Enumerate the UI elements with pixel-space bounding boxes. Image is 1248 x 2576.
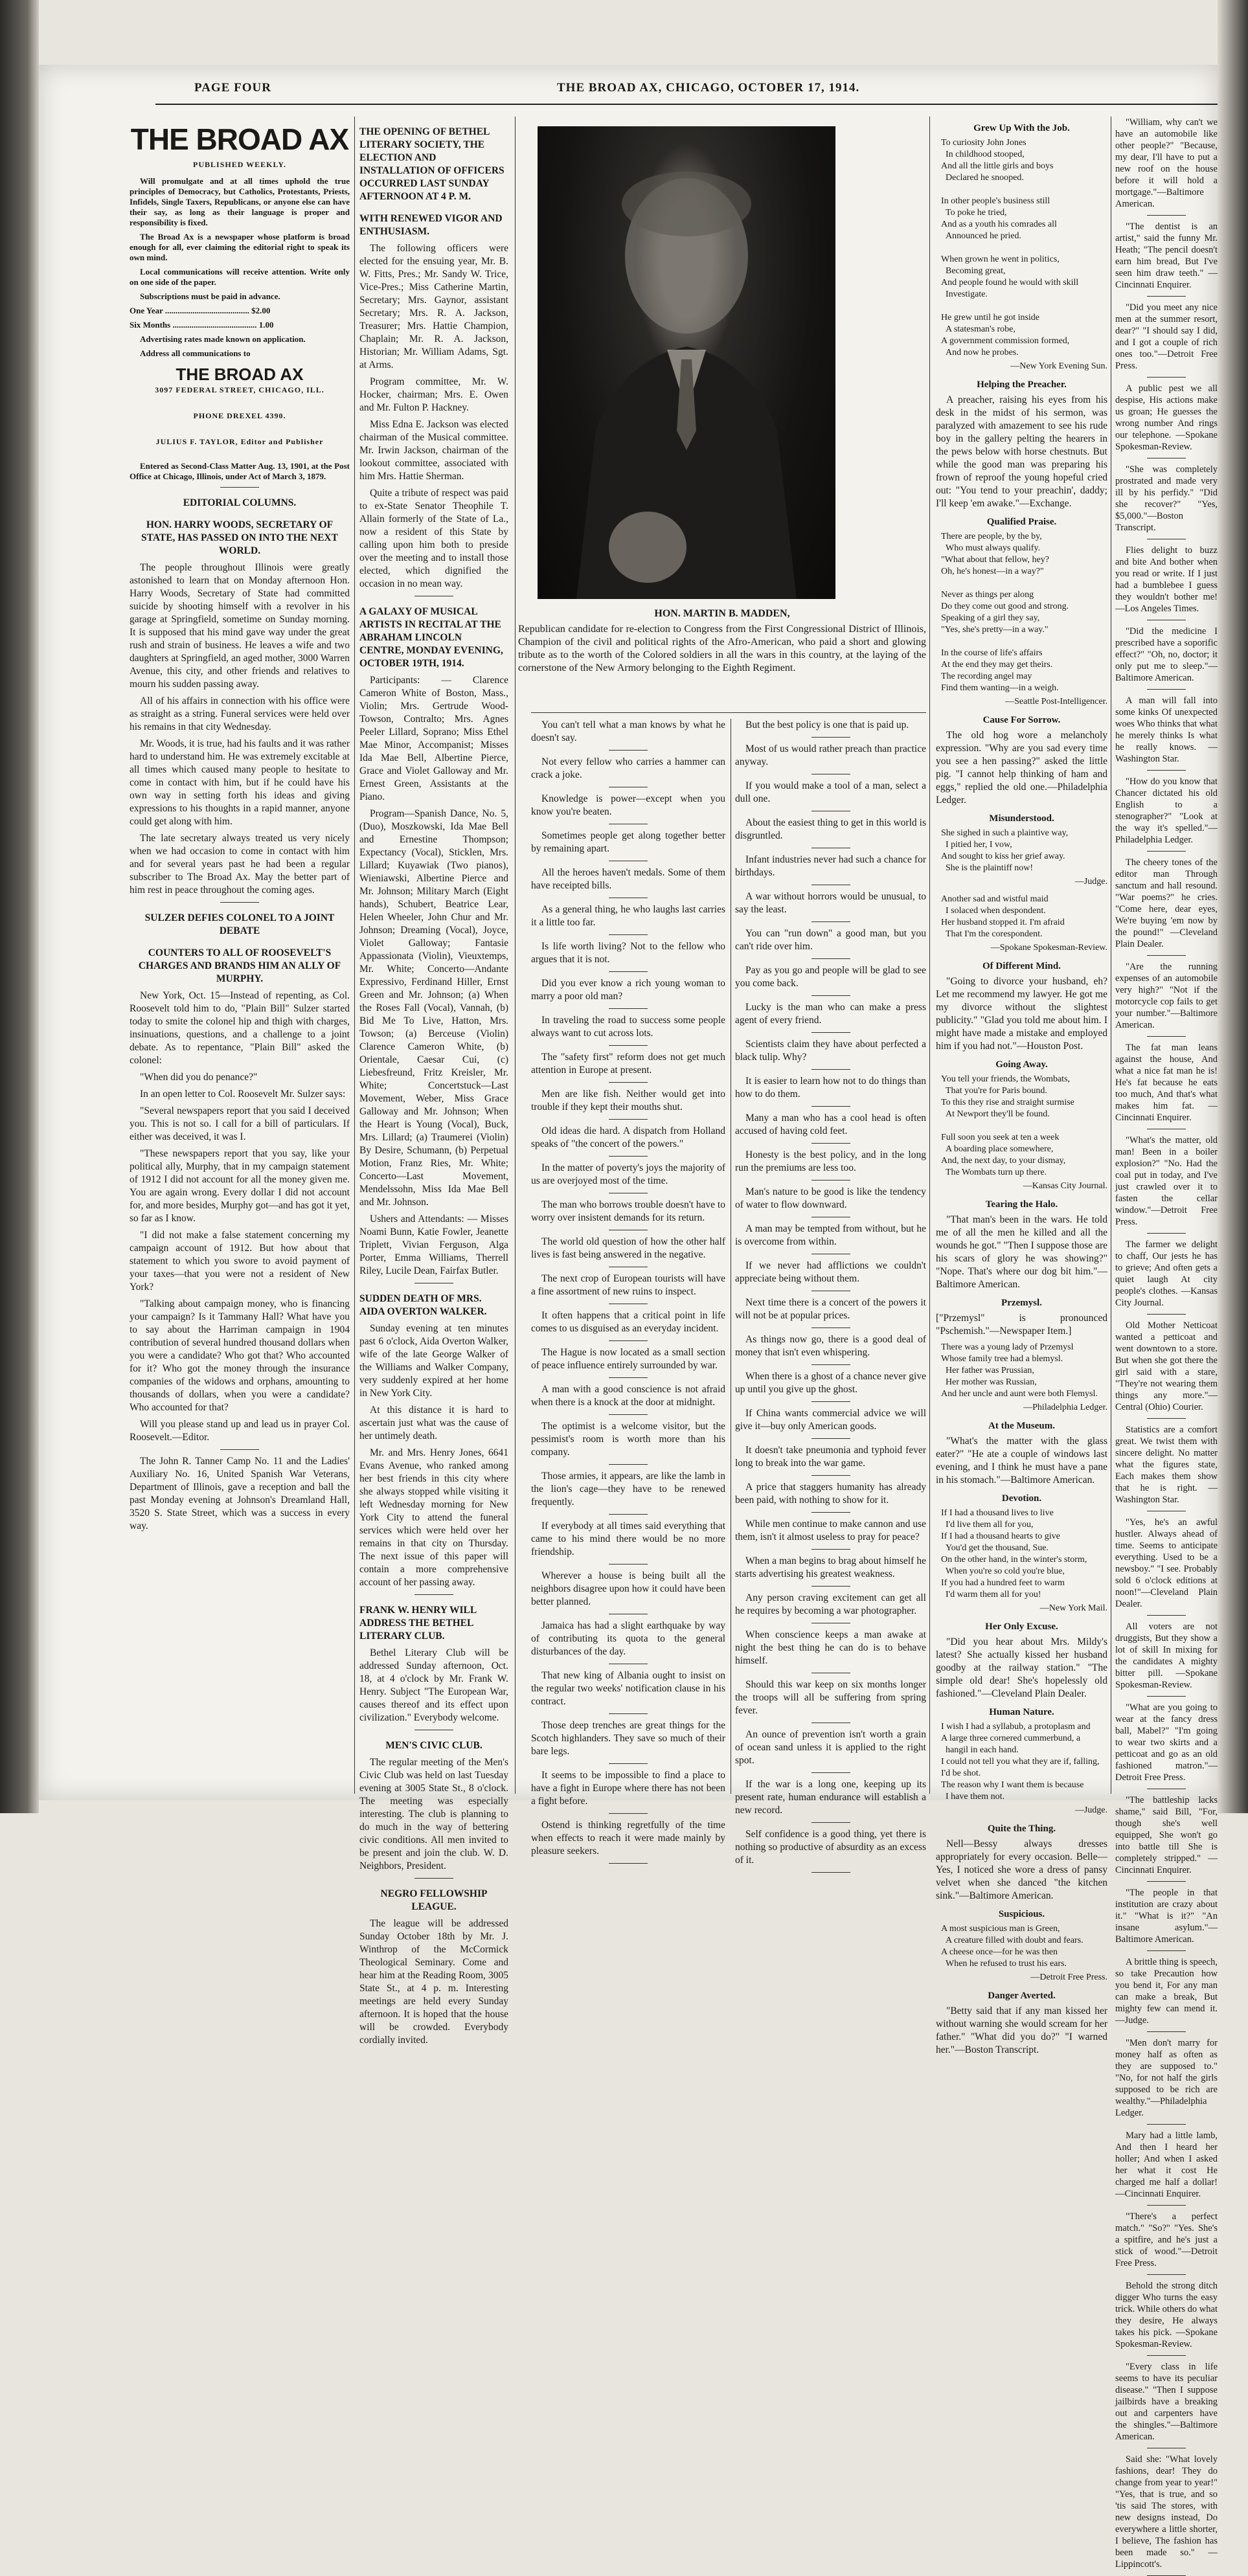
paragraph-item: Most of us would rather preach than practice anyway. <box>735 743 926 767</box>
paragraph-item: "Every class in life seems to have its peculiar disease." "Then I suppose jailbirds have a breaking out and carpenters have the shingles."—Baltimore American. <box>1115 2362 1218 2442</box>
paragraph-item: Scientists claim they have about perfected a black tulip. Why? <box>735 1039 926 1063</box>
page-edge-shadow <box>1218 0 1248 1813</box>
paragraph-item: A public pest we all despise, His actions make us groan; He guesses the wrong number And rings our telephone. —Spokane Spokesman-Review. <box>1115 383 1218 452</box>
separator <box>1147 1418 1186 1419</box>
paragraph-item: Is life worth living? Not to the fellow who argues that it is not. <box>531 941 725 965</box>
paragraph-item: Sometimes people get along together better by remaining apart. <box>531 830 725 854</box>
separator <box>811 958 850 959</box>
separator <box>1147 2274 1186 2275</box>
header-rule <box>155 104 1218 105</box>
paragraph-item: Knowledge is power—except when you know you're beaten. <box>531 793 725 817</box>
separator <box>811 1069 850 1070</box>
paragraph-item: "Yes, he's an awful hustler. Always ahead of time. Seems to anticipate everything. Used to be a newsboy." "I see. Probably sold 6 o'clock editions at noon!"—Cleveland Plain Dealer. <box>1115 1517 1218 1609</box>
museum-head: At the Museum. <box>988 1421 1055 1431</box>
paragraph-item: "What are you going to wear at the fancy dress ball, Mabel?" "I'm going to wear two skirts and a petticoat and go as an old fashioned matron."—Detroit Free Press. <box>1115 1702 1218 1783</box>
separator <box>1147 2205 1186 2206</box>
misunderstood-head: Misunderstood. <box>989 813 1054 824</box>
newspaper-page <box>39 65 1218 2570</box>
bethel-paragraph: The following officers were elected for the ensuing year, Mr. B. W. Fitts, Pres.; Mr. Sandy W. Trice, Vice-Pres.; Miss Catherine Martin, Secretary; Mrs. Gaynor, assistant Secretary; Mrs. R. A. Jackson, Treasurer; Mrs. Hattie Champion, Chaplain; Mr. R. A. Jackson, Historian; Mr. William Adams, Sgt. at Arms. <box>359 243 508 370</box>
paragraph-item: Statistics are a comfort great. We twist them with sincere delight. No matter what the figures state, Each makes them show that he is right. —Washington Star. <box>1115 1425 1218 1505</box>
separator <box>220 1449 259 1450</box>
paragraph-item: Many a man who has a cool head is often accused of having cold feet. <box>735 1113 926 1136</box>
separator <box>811 1180 850 1181</box>
separator <box>1147 377 1186 378</box>
separator <box>609 1045 648 1046</box>
paragraph-item: When there is a ghost of a chance never give up until you give up the ghost. <box>735 1371 926 1395</box>
paragraph-item: The world old question of how the other half lives is fast being answered in the negative. <box>531 1236 725 1260</box>
paragraph-item: "Men don't marry for money half as often as they are supposed to." "No, for not half the girls supposed to be rich are wealthy."—Philadelphia Ledger. <box>1115 2038 1218 2118</box>
separator <box>811 1475 850 1476</box>
separator <box>811 1106 850 1107</box>
separator <box>1147 2031 1186 2032</box>
paragraph-item: The fat man leans against the house, And what a nice fat man he is! He's fat because he eats too much, And that's what makes him fat. —Cincinnati Enquirer. <box>1115 1043 1218 1123</box>
grew-up-poem: To curiosity John Jones In childhood stooped, And all the little girls and boys Declared he snooped. In other people's business still To poke he tried, And as a youth his comrades all Announced he pried. When grown he went in politics, Becoming great, And people found he would with skill Investigate. He grew until he got inside A statesman's robe, A government commission formed, And now he probes. <box>941 138 1079 357</box>
galaxy-paragraph: Participants: — Clarence Cameron White of Boston, Mass., Violin; Mrs. Gertrude Wood-Towson, Contralto; Mrs. Agnes Peeler Lillard, Soprano; Miss Ethel Mae Minor, Accompanist; Misses Ida Mae Bell, Albertine Pierce, Grace and Violet Galloway and Mr. Ernest Green, Assistants at the Piano. <box>359 675 508 802</box>
paragraph-item: "William, why can't we have an automobile like other people?" "Because, my dear, I'll have to put a new roof on the house before it will hold a mortgage."—Baltimore American. <box>1115 117 1218 209</box>
przemysl-head: Przemysl. <box>1001 1298 1042 1308</box>
paragraph-item: But the best policy is one that is paid up. <box>745 719 909 730</box>
paragraph-item: As things now go, there is a good deal of money that isn't even whispering. <box>735 1334 926 1358</box>
separator <box>1147 1696 1186 1697</box>
paragraph-item: A man will fall into some kinks Of unexpected woes Who thinks that what he merely thinks Is what he really knows. —Washington Star. <box>1115 695 1218 764</box>
przemysl-intro: ["Przemysl" is pronounced "Pschemish."—Newspaper Item.] <box>936 1313 1107 1337</box>
woods-paragraph: Mr. Woods, it is true, had his faults and it was rather hard to understand him. He was extremely excitable at all times which caused many people to hesitate to come in contact with him, but if he could have his own way in setting forth his ideas and giving expressions to his thoughts in a rapid manner, anyone could get along with him. <box>130 738 350 827</box>
sulzer-paragraph: New York, Oct. 15—Instead of repenting, as Col. Roosevelt told him to do, "Plain Bill" Sulzer started today to smite the colonel hip and thigh with charges, insinuations, questions, and a challenge to a joint debate. As to repentance, "Plain Bill" asked the colonel: <box>130 990 350 1066</box>
paper-nameplate: THE BROAD AX <box>130 122 349 156</box>
misunderstood-credit: —Judge. <box>1074 877 1107 887</box>
galaxy-paragraph: Program—Spanish Dance, No. 5, (Duo), Moszkowski, Ida Mae Bell and Ernestine Thompson; Expectancy (Vocal), Sticklen, Mrs. Lillard; Kuyawiak (Two pianos), Wieniawski, Albertine Pierce and Mr. Johnson; Military March (Eight hands), Schubert, Beatrice Lear, Helen Wheeler, John Chur and Mr. Johnson; Dreaming (Vocal), Joyce, Violet Galloway; Fantasie Appassionata (Violin), Vieuxtemps, Mr. White; Concerto—Andante Expressivo, Ferdinand Hiller, Ernst Green and Mr. Johnson; (a) When the Roses Fall (Vocal), Vannah, (b) Bid Me To Live, Hatton, Mrs. Towson; (a) Berceuse (Violin) Clarence Cameron White, (b) Orientale, Caesar Cui, (c) Liebesfreund, Fritz Kreisler, Mr. White; Concertstuck—Last Movement, Weber, Miss Grace Galloway and Mr. Johnson; When the Heart is Young (Vocal), Buck, Mrs. Lillard; (a) Traumerei (Violin) By Desire, Schumann, (b) Perpetual Motion, Franz Ries, Mr. White; Concerto—Last Movement, Mendelssohn, Miss Ida Mae Bell and Mr. Johnson. <box>359 808 508 1208</box>
separator <box>811 1872 850 1873</box>
paragraph-item: Infant industries never had such a chance for birthdays. <box>735 854 926 878</box>
paragraph-item: Men are like fish. Neither would get into trouble if they kept their mouths shut. <box>531 1089 725 1113</box>
column-3 <box>531 719 725 1857</box>
museum-text: "What's the matter with the glass eater?" "He ate a couple of windows last evening, and I think he must have a pane in his stomach."—Baltimore American. <box>936 1436 1107 1486</box>
local-communications: Local communications will receive attention. Write only on one side of the paper. <box>130 267 350 287</box>
paragraph-item: It seems to be impossible to find a place to have a fight in Europe where there has not been a fight before. <box>531 1770 725 1807</box>
paragraph-item: While men continue to make cannon and use them, isn't it almost useless to pray for peace? <box>735 1519 926 1542</box>
devotion-poem: If I had a thousand lives to live I'd live them all for you, If I had a thousand hearts to give You'd get the thousand, Sue. On the other hand, in the winter's storm, When you're so cold you're blue, If you had a hundred feet to warm I'd warm them all for you! <box>941 1508 1087 1599</box>
paragraph-item: "Did the medicine I prescribed have a soporific effect?" "Oh, no, doctor; it only put me to sleep."—Baltimore American. <box>1115 626 1218 683</box>
sulzer-paragraph: "Several newspapers report that you said I deceived you. This is not so. I call for a bill of particulars. If either was deceived, it was I. <box>130 1105 350 1142</box>
separator <box>1147 770 1186 771</box>
grew-up-head: Grew Up With the Job. <box>973 123 1070 133</box>
paragraph-item: A war without horrors would be unusual, to say the least. <box>735 891 926 915</box>
paragraph-item: In traveling the road to success some people always want to cut across lots. <box>531 1015 725 1039</box>
paragraph-item: A man may be tempted from without, but he is overcome from within. <box>735 1223 926 1247</box>
paragraph-item: The man who borrows trouble doesn't have to worry over insistent demands for its return. <box>531 1199 725 1223</box>
tanner-camp-notice: The John R. Tanner Camp No. 11 and the Ladies' Auxiliary No. 16, United Spanish War Veterans, Department of Illinois, gave a reception and ball the past Monday evening at Johnson's Dreamland Hall, 3520 S. State Street, which was a success in every way. <box>130 1456 350 1531</box>
mens-civic-paragraph: The regular meeting of the Men's Civic Club was held on last Tuesday evening at 3005 State St., 8 o'clock. The meeting was especially interesting. The club is planning to do much in the way of bettering civic conditions. All men invited to be present and join the club. W. D. Neighbors, President. <box>359 1757 508 1871</box>
running-header <box>39 81 1218 100</box>
human-nature-poem: I wish I had a syllabub, a protoplasm and A large three cornered cummerbund, a hangil in each hand. I could not tell you what they are if, falling, I'd be shot. The reason why I want them is because I have them not. <box>941 1722 1100 1802</box>
paragraph-item: If we never had afflictions we couldn't appreciate being without them. <box>735 1260 926 1284</box>
paragraph-item: Old ideas die hard. A dispatch from Holland speaks of "the concert of the powers." <box>531 1125 725 1149</box>
advertising-rates: Advertising rates made known on application. <box>140 334 306 344</box>
paragraph-item: When a man begins to brag about himself he starts advertising his greatest weakness. <box>735 1555 926 1579</box>
paragraph-item: Said she: "What lovely fashions, dear! They do change from year to year!" "Yes, that is true, and so 'tis said The stores, with new designs instead, Do everywhere a little shorter, I believe, The fashion has been made so." —Lippincott's. <box>1115 2454 1218 2570</box>
woods-headline: HON. HARRY WOODS, SECRETARY OF STATE, HAS PASSED ON INTO THE NEXT WORLD. <box>141 519 338 556</box>
separator <box>1147 1314 1186 1315</box>
separator <box>1147 215 1186 216</box>
galaxy-paragraph: Ushers and Attendants: — Misses Noami Bunn, Katie Fowler, Jeanette Triplett, Vivian Ferguson, Alga Porter, Emma Williams, Therrell Riley, Lucile Dean, Fairfax Butler. <box>359 1214 508 1276</box>
sulzer-subhead: COUNTERS TO ALL OF ROOSEVELT'S CHARGES AND BRANDS HIM AN ALLY OF MURPHY. <box>138 947 341 984</box>
separator <box>609 1082 648 1083</box>
przemysl-credit: —Philadelphia Ledger. <box>1023 1403 1107 1412</box>
separator <box>609 1119 648 1120</box>
separator <box>811 1143 850 1144</box>
paragraph-item: A man with a good conscience is not afraid when there is a knock at the door at midnight. <box>531 1384 725 1408</box>
danger-text: "Betty said that if any man kissed her without warning she would scream for her father." "What did you do?" "I warned her."—Boston Transcript. <box>936 2005 1107 2055</box>
caption-text: Republican candidate for re-election to Congress from the First Congressional District of Illinois, Champion of the civil and political rights of the Afro-American, who paid a short and glowing tribute as to the worth of the Colored soldiers in all the wars in this country, at the laying of the cornerstone of the New Armory belonging to the Eighth Regiment. <box>518 624 926 673</box>
paragraph-item: All voters are not druggists, But they show a lot of skill In mixing for the candidates A mighty bitter pill. —Spokane Spokesman-Review. <box>1115 1621 1218 1690</box>
separator <box>609 1377 648 1378</box>
suspicious-head: Suspicious. <box>998 1909 1045 1919</box>
paragraph-item: Honesty is the best policy, and in the long run the premiums are less too. <box>735 1149 926 1173</box>
paragraph-item: An ounce of prevention isn't worth a grain of ocean sand unless it is applied to the right spot. <box>735 1729 926 1766</box>
misunderstood-poem-2: Another sad and wistful maid I solaced when despondent. Her husband stopped it. I'm afraid That I'm the corespondent. <box>941 894 1065 939</box>
paragraph-item: If China wants commercial advice we will give it—buy only American goods. <box>735 1408 926 1432</box>
paragraph-item: Mary had a little lamb, And then I heard her holler; And when I asked her what it cost He charged me half a dollar! —Cincinnati Enquirer. <box>1115 2130 1218 2199</box>
caption-rule <box>531 712 926 713</box>
paragraph-item: Wherever a house is being built all the neighbors disagree upon how it could have been better planned. <box>531 1570 725 1607</box>
paragraph-item: "What's the matter, old man! Been in a boiler explosion?" "No. Had the coal put in today, and I've just crawled over it to fasten the cellar window."—Detroit Free Press. <box>1115 1135 1218 1227</box>
negro-fellowship-paragraph: The league will be addressed Sunday October 18th by Mr. J. Winthrop of the McCormick Theological Seminary. Come and hear him at the Reading Room, 3005 State St., at 4 p. m. Interesting meetings are held every Sunday afternoon. It is hoped that the house will be crowded. Everybody cordially invited. <box>359 1918 508 2046</box>
bethel-headline: THE OPENING OF BETHEL LITERARY SOCIETY, THE ELECTION AND INSTALLATION OF OFFICERS OCCURRED LAST SUNDAY AFTERNOON AT 4 P. M. <box>359 126 505 202</box>
quite-thing-head: Quite the Thing. <box>987 1824 1056 1834</box>
separator <box>1147 851 1186 852</box>
galaxy-headline: A GALAXY OF MUSICAL ARTISTS IN RECITAL AT THE ABRAHAM LINCOLN CENTRE, MONDAY EVENING, OCTOBER 19TH, 1914. <box>359 606 503 669</box>
paper-name-secondary: THE BROAD AX <box>176 365 304 384</box>
separator <box>609 1713 648 1714</box>
paragraph-item: Self confidence is a good thing, yet there is nothing so productive of absurdity as an excess of it. <box>735 1829 926 1866</box>
paragraph-item: Man's nature to be good is like the tendency of water to flow downward. <box>735 1186 926 1210</box>
separator <box>609 1464 648 1465</box>
paragraph-item: It doesn't take pneumonia and typhoid fever long to break into the war game. <box>735 1445 926 1469</box>
preacher-text: A preacher, raising his eyes from his desk in the midst of his sermon, was paralyzed with amazement to see his rude boy in the gallery pelting the hearers in the pews below with horse chestnuts. But while the good man was preparing his frown of reproof the young hopeful cried out: "You tend to your preachin', daddy; I'll keep 'em awake."—Exchange. <box>936 394 1107 509</box>
separator <box>811 1032 850 1033</box>
paragraph-item: Pay as you go and people will be glad to see you come back. <box>735 965 926 989</box>
przemysl-poem: There was a young lady of Przemysl Whose family tree had a blemysl. Her father was Prussian, Her mother was Russian, And her uncle and aunt were both Flemysl. <box>941 1342 1098 1399</box>
paragraph-item: "She was completely prostrated and made very ill by his perfidy." "Did she recover?" "Yes, $5,000."—Boston Transcript. <box>1115 464 1218 533</box>
separator <box>609 1340 648 1341</box>
devotion-head: Devotion. <box>1001 1493 1042 1504</box>
separator <box>811 1549 850 1550</box>
paragraph-item: "The dentist is an artist," said the funny Mr. Heath; "The pencil doesn't earn him bread, But I've seen him draw teeth." —Cincinnati Enquirer. <box>1115 221 1218 290</box>
walker-paragraph: At this distance it is hard to ascertain just what was the cause of her untimely death. <box>359 1405 508 1441</box>
separator <box>1147 1615 1186 1616</box>
column-6 <box>1115 117 1218 2570</box>
woods-paragraph: All of his affairs in connection with his office were as straight as a string. Funeral services were held over his remains in that city Wednesday. <box>130 695 350 732</box>
qualified-head: Qualified Praise. <box>986 517 1057 527</box>
going-away-head: Going Away. <box>995 1059 1048 1070</box>
separator <box>811 1586 850 1587</box>
subscriptions-note: Subscriptions must be paid in advance. <box>140 291 280 301</box>
separator <box>1147 1036 1186 1037</box>
portrait-caption <box>518 607 926 675</box>
walker-paragraph: Sunday evening at ten minutes past 6 o'clock, Aida Overton Walker, wife of the late George Walker of the Williams and Walker Company, very suddenly expired at her home in New York City. <box>359 1323 508 1399</box>
separator <box>811 1364 850 1365</box>
paragraph-item: Behold the strong ditch digger Who turns the easy trick. While others do what they desire, He always takes his pick. —Spokane Spokesman-Review. <box>1115 2281 1218 2349</box>
paragraph-item: All the heroes haven't medals. Some of them have receipted bills. <box>531 867 725 891</box>
sulzer-paragraph: "These newspapers report that you say, like your political ally, Murphy, that in my campaign statement of 1912 I did not account for all the money given me. You are again wrong. Every dollar I did not account for, and more besides, Murphy got—and has got it yet, so far as I know. <box>130 1148 350 1224</box>
separator <box>609 934 648 935</box>
platform-statement: Will promulgate and at all times uphold the true principles of Democracy, but Catholics, Protestants, Priests, Infidels, Single Taxers, Republicans, or anyone else can have their say, as long as their language is proper and responsibility is fixed. <box>130 176 350 227</box>
danger-head: Danger Averted. <box>988 1991 1056 2001</box>
portrait-illustration <box>538 126 835 599</box>
paragraph-item: "Did you meet any nice men at the summer resort, dear?" "I should say I did, and I got a couple of rich ones too."—Detroit Free Press. <box>1115 302 1218 371</box>
platform-note: The Broad Ax is a newspaper whose platform is broad enough for all, ever claiming the editorial right to speak its own mind. <box>130 232 350 262</box>
paragraph-item: If the war is a long one, keeping up its present rate, human endurance will establish a new record. <box>735 1779 926 1816</box>
one-year-rate: One Year ........................................ $2.00 <box>130 306 271 315</box>
separator <box>609 750 648 751</box>
bethel-paragraph: Quite a tribute of respect was paid to ex-State Senator Theophile T. Allain formerly of the State of La., now a resident of this State by calling upon him both to preside over the meeting and to install those elected, which dignified the occasion in no mean way. <box>359 488 508 589</box>
halo-text: "That man's been in the wars. He told me of all the men he killed and all the wounds he got." "Then I suppose those are his scars of glory he was showing?" "Nope. That's where our dog bit him."—Baltimore American. <box>936 1214 1107 1290</box>
qualified-poem: There are people, by the by, Who must always qualify. "What about that fellow, hey? Oh, he's honest—in a way?" Never as things per along Do they come out good and strong. Speaking of a girl they say, "Yes, she's pretty—in a way." In the course of life's affairs At the end they may get theirs. The recording angel may Find them wanting—in a weigh. <box>941 532 1069 693</box>
sulzer-paragraph: "Talking about campaign money, who is financing your campaign? Is it Tammany Hall? What have you to say about the Harriman campaign in 1904 contribution of several hundred thousand dollars when you were a candidate? Who got that? Who accounted for it? Who got the money through the insurance companies of the widows and orphans, amounting to thousands of dollars, when you were a candidate? Who accounted for that? <box>130 1298 350 1413</box>
going-away-poem: You tell your friends, the Wombats, That you're for Paris bound. To this they rise and straight surmise At Newport they'll be found. Full soon you seek at ten a week A boarding place somewhere, And, the next day, to your dismay, The Wombats turn up there. <box>941 1074 1074 1177</box>
separator <box>609 1414 648 1415</box>
paragraph-item: Jamaica has had a slight earthquake by way of contributing its quota to the general disturbances of the day. <box>531 1620 725 1657</box>
phone-number: PHONE DREXEL 4390. <box>193 411 286 420</box>
misunderstood-credit-2: —Spokane Spokesman-Review. <box>990 943 1107 953</box>
separator <box>811 1512 850 1513</box>
paragraph-item: Ostend is thinking regretfully of the time when effects to reach it were made mainly by pleasure seekers. <box>531 1820 725 1857</box>
separator <box>1147 296 1186 297</box>
misunderstood-poem: She sighed in such a plaintive way, I pitied her, I vow, And sought to kiss her grief away. She is the plaintiff now! <box>941 828 1069 873</box>
office-address: 3097 FEDERAL STREET, CHICAGO, ILL. <box>155 385 324 394</box>
negro-fellowship-headline: NEGRO FELLOWSHIP LEAGUE. <box>380 1888 488 1912</box>
separator <box>220 902 259 903</box>
bethel-subhead: WITH RENEWED VIGOR AND ENTHUSIASM. <box>359 213 503 237</box>
separator <box>609 1156 648 1157</box>
sulzer-paragraph: Will you please stand up and lead us in prayer Col. Roosevelt.—Editor. <box>130 1419 350 1443</box>
separator <box>1147 1233 1186 1234</box>
paragraph-item: When conscience keeps a man awake at night the best thing he can do is to behave himself. <box>735 1629 926 1666</box>
sorrow-head: Cause For Sorrow. <box>982 715 1061 725</box>
six-months-rate: Six Months ........................................ 1.00 <box>130 320 274 330</box>
separator <box>609 1813 648 1814</box>
paragraph-item: Should this war keep on six months longer the troops will all be suffering from spring fever. <box>735 1679 926 1716</box>
grew-up-credit: —New York Evening Sun. <box>1010 361 1107 371</box>
separator <box>609 1008 648 1009</box>
paragraph-item: Did you ever know a rich young woman to marry a poor old man? <box>531 978 725 1002</box>
editor-line: JULIUS F. TAYLOR, Editor and Publisher <box>155 437 324 446</box>
devotion-credit: —New York Mail. <box>1039 1603 1107 1613</box>
paragraph-item: "There's a perfect match." "So?" "Yes. She's a spitfire, and he's just a stick of wood."—Detroit Free Press. <box>1115 2211 1218 2268</box>
separator <box>609 1564 648 1565</box>
running-title: THE BROAD AX, CHICAGO, OCTOBER 17, 1914. <box>557 81 860 95</box>
separator <box>1147 955 1186 956</box>
paragraph-item: Lucky is the man who can make a press agent of every friend. <box>735 1002 926 1026</box>
henry-headline: FRANK W. HENRY WILL ADDRESS THE BETHEL LITERARY CLUB. <box>359 1605 477 1642</box>
separator <box>609 971 648 972</box>
page-binding-shadow <box>0 0 39 1813</box>
paragraph-item: You can't tell what a man knows by what he doesn't say. <box>531 719 725 743</box>
paragraph-item: The Hague is now located as a small section of peace influence entirely surrounded by war. <box>531 1347 725 1371</box>
henry-paragraph: Bethel Literary Club will be addressed Sunday afternoon, Oct. 18, at 4 o'clock by Mr. Frank W. Henry. Subject "The European War, causes thereof and its effect upon civilization." Everybody welcome. <box>359 1647 508 1723</box>
paragraph-item: The next crop of European tourists will have a fine assortment of new ruins to inspect. <box>531 1273 725 1297</box>
qualified-credit: —Seattle Post-Intelligencer. <box>1005 697 1107 706</box>
separator <box>811 921 850 922</box>
halo-head: Tearing the Halo. <box>985 1199 1058 1210</box>
mens-civic-headline: MEN'S CIVIC CLUB. <box>385 1740 482 1751</box>
caption-name: HON. MARTIN B. MADDEN, <box>654 608 790 619</box>
paragraph-item: That new king of Albania ought to insist on the regular two weeks' notification clause in his contract. <box>531 1670 725 1707</box>
suspicious-poem: A most suspicious man is Green, A creature filled with doubt and fears. A cheese once—for he was then When he refused to trust his ears. <box>941 1924 1083 1969</box>
paragraph-item: Next time there is a concert of the powers it will not be at popular prices. <box>735 1297 926 1321</box>
separator <box>609 1514 648 1515</box>
separator <box>609 1763 648 1764</box>
paragraph-item: "The battleship lacks shame," said Bill, "For, though she's well equipped, She won't go into battle till She is completely stripped." —Cincinnati Enquirer. <box>1115 1795 1218 1875</box>
separator <box>811 737 850 738</box>
separator <box>1147 2124 1186 2125</box>
paragraph-item: The "safety first" reform does not get much attention in Europe at present. <box>531 1052 725 1076</box>
published-weekly: PUBLISHED WEEKLY. <box>193 160 286 169</box>
paragraph-item: "The people in that institution are crazy about it." "What is it?" "An insane asylum."—Baltimore American. <box>1115 1888 1218 1945</box>
page-number: PAGE FOUR <box>194 81 271 95</box>
column-1 <box>130 117 350 1794</box>
paragraph-item: A brittle thing is speech, so take Precaution how you bend it, For any man can make a break, But mighty few can mend it. —Judge. <box>1115 1957 1218 2026</box>
entered-notice: Entered as Second-Class Matter Aug. 13, 1901, at the Post Office at Chicago, Illinois, under Act of March 3, 1879. <box>130 461 350 481</box>
paragraph-item: A price that staggers humanity has already been paid, with nothing to show for it. <box>735 1482 926 1506</box>
sulzer-paragraph: "When did you do penance?" <box>140 1072 258 1083</box>
address-all: Address all communications to <box>140 348 251 358</box>
different-mind-text: "Going to divorce your husband, eh? Let me recommend my lawyer. He got me my divorce without the slightest publicity." "Glad you told me about him. I might have made a mistake and employed him if you had not."—Houston Post. <box>936 976 1107 1052</box>
walker-headline: SUDDEN DEATH OF MRS. AIDA OVERTON WALKER. <box>359 1293 487 1317</box>
column-5 <box>936 117 1107 2055</box>
paragraph-item: About the easiest thing to get in this world is disgruntled. <box>735 817 926 841</box>
portrait-photo <box>538 126 835 599</box>
separator <box>811 1822 850 1823</box>
human-nature-head: Human Nature. <box>989 1707 1054 1717</box>
woods-paragraph: The late secretary always treated us very nicely when we had occasion to come in contact with him and for several years past he had been a regular subscriber to The Broad Ax. May the better part of him rest in peace throughout the coming ages. <box>130 833 350 896</box>
suspicious-credit: —Detroit Free Press. <box>1030 1972 1107 1982</box>
going-away-credit: —Kansas City Journal. <box>1023 1181 1107 1191</box>
column-2 <box>359 117 508 2046</box>
paragraph-item: "How do you know that Chancer dictated his old English to a stenographer?" "Look at the way it's spelled."—Philadelphia Ledger. <box>1115 776 1218 845</box>
separator <box>609 1863 648 1864</box>
separator <box>414 1594 453 1595</box>
sulzer-paragraph: "I did not make a false statement concerning my campaign account of 1912. But how about that statement to which you swore to avoid payment of your taxes—that you were not a resident of New York? <box>130 1230 350 1293</box>
paragraph-item: "Are the running expenses of an automobile very high?" "Not if the motorcycle cop fails to get your number."—Baltimore American. <box>1115 962 1218 1030</box>
paragraph-item: Old Mother Netticoat wanted a petticoat and went downtown to a store. But when she got there the girl said with a stare, "They're not wearing them things any more."—Central (Ohio) Courier. <box>1115 1320 1218 1412</box>
paragraph-item: In the matter of poverty's joys the majority of us are overjoyed most of the time. <box>531 1162 725 1186</box>
paragraph-item: Those armies, it appears, are like the lamb in the lion's cage—they have to be renewed frequently. <box>531 1471 725 1508</box>
bethel-paragraph: Miss Edna E. Jackson was elected chairman of the Musical committee. Mr. Irwin Jackson, chairman of the lookout committee, associated with him Mrs. Hattie Sherman. <box>359 419 508 482</box>
paragraph-item: The optimist is a welcome visitor, but the pessimist's room is worth more than his company. <box>531 1421 725 1458</box>
sulzer-paragraph: In an open letter to Col. Roosevelt Mr. Sulzer says: <box>140 1089 346 1100</box>
paragraph-item: If everybody at all times said everything that came to his mind there would be no more friendship. <box>531 1520 725 1557</box>
paragraph-item: Not every fellow who carries a hammer can crack a joke. <box>531 756 725 780</box>
paragraph-item: It often happens that a critical point in life comes to us disguised as an everyday incident. <box>531 1310 725 1334</box>
column-rule <box>354 117 355 1794</box>
editorial-columns-head: EDITORIAL COLUMNS. <box>183 497 297 508</box>
preacher-head: Helping the Preacher. <box>977 379 1067 390</box>
separator <box>1147 1950 1186 1951</box>
sorrow-text: The old hog wore a melancholy expression. "Why are you sad every time you see a hen passing?" asked the little pig. "I cannot help thinking of ham and eggs," replied the old one.—Philadelphia Ledger. <box>936 730 1107 806</box>
walker-paragraph: Mr. and Mrs. Henry Jones, 6641 Evans Avenue, who ranked among her best friends in this city where she always stopped while visiting it left Wednesday morning for New York City to attend the funeral services which were held over her remains in that city on Thursday. The next issue of this paper will contain a more comprehensive account of her passing away. <box>359 1447 508 1588</box>
human-nature-credit: —Judge. <box>1074 1805 1107 1815</box>
separator <box>811 1438 850 1439</box>
woods-paragraph: The people throughout Illinois were greatly astonished to learn that on Monday afternoon Hon. Harry Woods, Secretary of State had committed suicide by shooting himself with a revolver in his garage at Springfield, sometime on Sunday morning. It is supposed that his mind gave way under the great rush and strain of business. He leaves a wife and two daughters at Springfield, an aged mother, 3000 Warren Avenue, this city, and other friends and relatives to mourn his sudden passing away. <box>130 562 350 690</box>
separator <box>811 1772 850 1773</box>
excuse-head: Her Only Excuse. <box>985 1621 1058 1632</box>
paragraph-item: Flies delight to buzz and bite And bother when you read or write. If I just had a bumblebee I guess they wouldn't bother me! —Los Angeles Times. <box>1115 545 1218 614</box>
paragraph-item: The cheery tones of the editor man Through sanctum and hall resound. "War poems?" he cries. "Come here, dear eyes, We're buying 'em now by the pound!" —Cleveland Plain Dealer. <box>1115 857 1218 949</box>
bethel-paragraph: Program committee, Mr. W. Hocker, chairman; Mrs. E. Owen and Mr. Fulton P. Hackney. <box>359 376 508 413</box>
paragraph-item: If you would make a tool of a man, select a dull one. <box>735 780 926 804</box>
separator <box>1147 2355 1186 2356</box>
separator <box>1147 1881 1186 1882</box>
column-rule <box>929 117 930 1794</box>
separator <box>1147 689 1186 690</box>
paragraph-item: Those deep trenches are great things for the Scotch highlanders. They save so much of their bare legs. <box>531 1720 725 1757</box>
column-4 <box>735 719 926 1866</box>
paragraph-item: The farmer we delight to chaff, Our jests he has to grieve; And often gets a quiet laugh At city people's clothes. —Kansas City Journal. <box>1115 1239 1218 1308</box>
different-mind-head: Of Different Mind. <box>982 961 1061 971</box>
quite-thing-text: Nell—Bessy always dresses appropriately for every occasion. Belle—Yes, I noticed she wore a dress of pansy velvet when she danced "the kitchen sink."—Baltimore American. <box>936 1838 1107 1901</box>
paragraph-item: You can "run down" a good man, but you can't ride over him. <box>735 928 926 952</box>
paragraph-item: It is easier to learn how not to do things than how to do them. <box>735 1076 926 1100</box>
separator <box>811 1401 850 1402</box>
column-rule <box>515 117 516 1794</box>
paragraph-item: As a general thing, he who laughs last carries it a little too far. <box>531 904 725 928</box>
separator <box>811 995 850 996</box>
sulzer-headline: SULZER DEFIES COLONEL TO A JOINT DEBATE <box>144 912 335 936</box>
separator <box>220 487 259 488</box>
excuse-text: "Did you hear about Mrs. Mildy's latest? She actually kissed her husband goodby at the railway station." "The simple old dear! She's hopelessly old fashioned."—Cleveland Plain Dealer. <box>936 1636 1107 1699</box>
paragraph-item: Any person craving excitement can get all he requires by becoming a war photographer. <box>735 1592 926 1616</box>
separator <box>414 1878 453 1879</box>
